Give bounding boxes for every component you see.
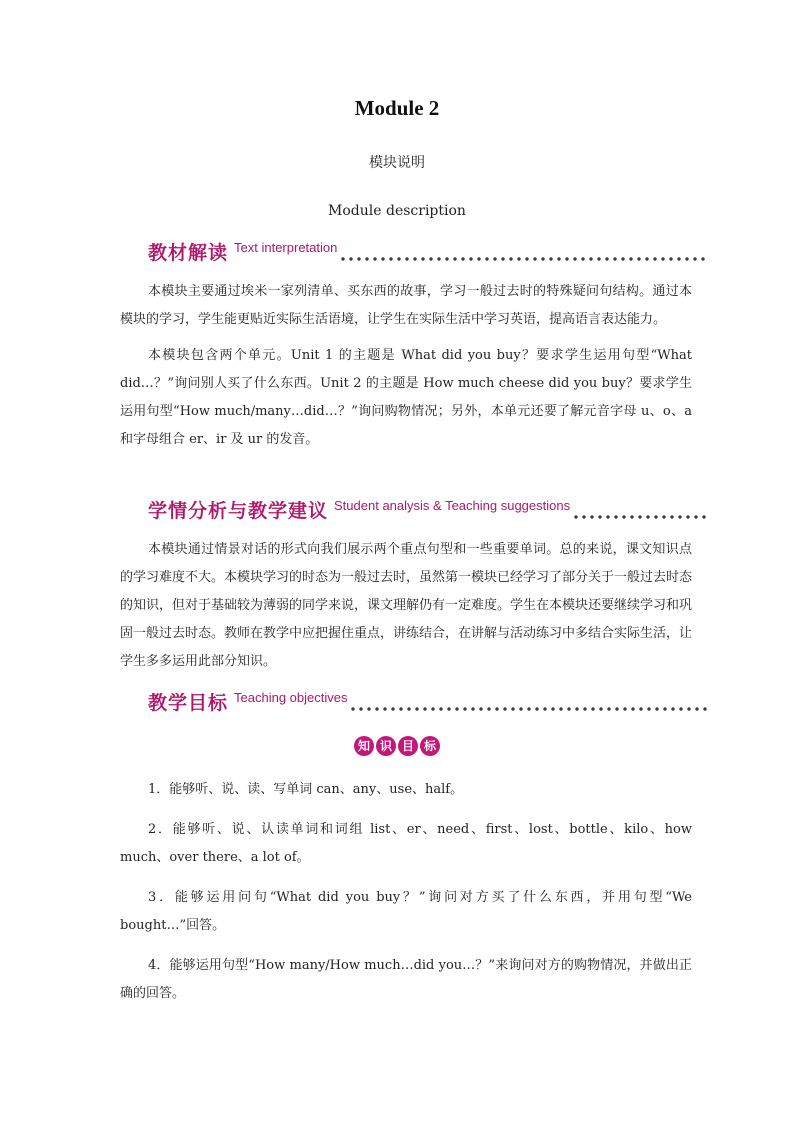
list-item: 4．能够运用句型“How many/How much…did you…？”来询问对方的购物情况，并做出正确的回答。	[120, 958, 692, 1001]
section-title-en: Teaching objectives	[234, 690, 348, 705]
list-item: 3．能够运用问句“What did you buy？”询问对方买了什么东西，并用句型“We bought…”回答。	[120, 890, 692, 933]
dotted-divider	[572, 514, 708, 520]
teaching-objectives-list	[120, 776, 692, 1008]
text-interpretation-body	[120, 278, 692, 454]
dotted-divider	[349, 706, 708, 712]
module-subtitle-en: Module description	[328, 203, 466, 219]
badge-char: 知	[354, 736, 374, 756]
list-item: 2．能够听、说、认读单词和词组 list、er、need、first、lost、bottle、kilo、how much、over there、a lot of。	[120, 822, 692, 865]
badge-char: 识	[376, 736, 396, 756]
section-header-text-interpretation	[148, 236, 708, 264]
paragraph: 本模块包含两个单元。Unit 1 的主题是 What did you buy？要求学生运用句型“What did…？”询问别人买了什么东西。Unit 2 的主题是 How much cheese did you buy？要求学生运用句型“How much/many…did…？”询问购物情况；另外，本单元还要了解元音字母 u、o、a 和字母组合 er、ir 及 ur 的发音。	[120, 348, 692, 447]
list-item: 1．能够听、说、读、写单词 can、any、use、half。	[148, 782, 464, 797]
section-header-student-analysis	[148, 494, 708, 522]
module-title: Module 2	[354, 96, 440, 120]
section-title-cn: 学情分析与教学建议	[148, 500, 329, 522]
badge-char: 标	[420, 736, 440, 756]
dotted-divider	[339, 256, 708, 262]
section-title-en: Text interpretation	[234, 240, 338, 255]
student-analysis-body	[120, 536, 692, 676]
section-title-en: Student analysis & Teaching suggestions	[334, 498, 571, 513]
section-title-cn: 教学目标	[148, 692, 229, 714]
module-subtitle-cn: 模块说明	[369, 155, 425, 171]
section-title-cn: 教材解读	[148, 242, 229, 264]
paragraph: 本模块主要通过埃米一家列清单、买东西的故事，学习一般过去时的特殊疑问句结构。通过本模块的学习，学生能更贴近实际生活语境，让学生在实际生活中学习英语，提高语言表达能力。	[120, 284, 692, 327]
section-header-teaching-objectives	[148, 686, 708, 714]
paragraph: 本模块通过情景对话的形式向我们展示两个重点句型和一些重要单词。总的来说，课文知识点的学习难度不大。本模块学习的时态为一般过去时，虽然第一模块已经学习了部分关于一般过去时态的知识，但对于基础较为薄弱的同学来说，课文理解仍有一定难度。学生在本模块还要继续学习和巩固一般过去时态。教师在教学中应把握住重点，讲练结合，在讲解与活动练习中多结合实际生活，让学生多多运用此部分知识。	[120, 542, 693, 669]
badge-char: 目	[398, 736, 418, 756]
knowledge-objectives-badge	[0, 735, 794, 756]
